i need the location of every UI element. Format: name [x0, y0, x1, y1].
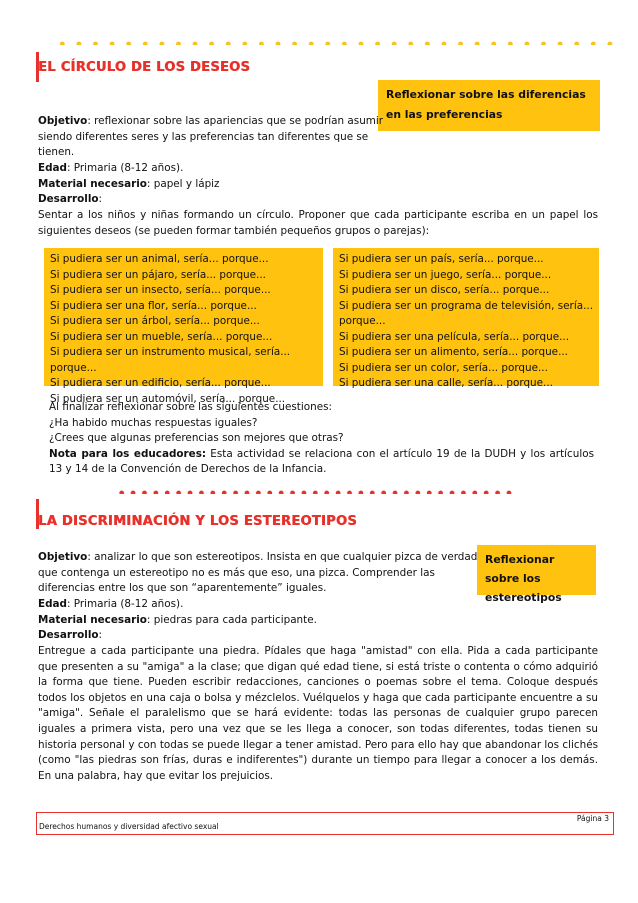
section2-title: LA DISCRIMINACIÓN Y LOS ESTEREOTIPOS [38, 514, 357, 529]
wish-right-item: Si pudiera ser un color, sería... porque... [339, 361, 548, 374]
wish-left-item: Si pudiera ser un edificio, sería... porque... [50, 377, 271, 389]
edad-label: Edad [38, 162, 67, 174]
section1-final [49, 400, 594, 478]
desarrollo-label: Desarrollo [38, 193, 99, 206]
material-label: Material necesario [38, 177, 147, 190]
wish-right-item: Si pudiera ser un alimento, sería... porque... [339, 346, 568, 358]
wish-left-item: Si pudiera ser un pájaro, sería... porque... [50, 268, 266, 281]
wish-right-item: Si pudiera ser una película, sería... porque... [339, 330, 569, 343]
wishes-list-right [333, 248, 599, 389]
edad-text: : Primaria (8-12 años). [67, 162, 184, 174]
footer-left-text: Derechos humanos y diversidad afectivo sexual [39, 822, 219, 831]
objetivo-line2: siendo diferentes seres y las preferencias tan diferentes que se [38, 130, 369, 143]
wish-right-item: Si pudiera ser un juego, sería... porque... [339, 268, 552, 281]
wish-left-item: Si pudiera ser un animal, sería... porque... [50, 253, 269, 265]
desarrollo2-label: Desarrollo [38, 629, 99, 642]
material2-text: : piedras para cada participante. [146, 613, 317, 626]
wishes-list-right-items [339, 252, 593, 392]
wish-right-item: Si pudiera ser un disco, sería... porque... [339, 284, 550, 296]
nota-educadores [49, 447, 594, 478]
wish-right-item: Si pudiera ser un programa de televisión, sería... porque... [339, 299, 593, 327]
objetivo2-line1: : analizar lo que son estereotipos. Insista en que cualquier pizca de verdad [87, 551, 478, 563]
wish-right-item: Si pudiera ser una calle, sería... porque... [339, 377, 553, 389]
objetivo2-label: Objetivo [38, 551, 88, 563]
wishes-list-left [44, 248, 323, 405]
desarrollo-colon: : [98, 193, 103, 206]
objetivo-label: Objetivo [38, 115, 88, 127]
page-number: Página 3 [576, 814, 609, 823]
middle-dotted-border [116, 490, 518, 494]
nota-label: Nota para los educadores: [49, 447, 207, 460]
wish-left-item: Si pudiera ser un instrumento musical, sería... porque... [50, 346, 291, 374]
section1-desarrollo-text: Sentar a los niños y niñas formando un círculo. Proponer que cada participante escriba en un papel los siguientes deseos (se pueden formar también pequeños grupos o parejas): [38, 209, 598, 237]
desarrollo2-colon: : [98, 629, 103, 642]
wish-left-item: Si pudiera ser una flor, sería... porque... [50, 299, 257, 312]
edad2-text: : Primaria (8-12 años). [67, 598, 184, 610]
section2-meta [38, 597, 598, 644]
objetivo-line1: : reflexionar sobre las apariencias que se podrían asumir [87, 115, 384, 127]
final-questions [49, 400, 594, 447]
wishes-list-left-items [50, 252, 317, 407]
section2-desarrollo-text: Entregue a cada participante una piedra. Pídales que haga "amistad" con ella. Pida a cada participante que presenten a su "amiga" a la clase; que digan qué edad tiene, si está triste o contenta o cómo adquirió la forma que tiene. Pueden escribir redacciones, canciones o poemas sobre el tema. Coloque después todos los objetos en una caja o bolsa y mézclelos. Vuélquelos y haga que cada participante encuentre a su "amiga". Señale el paralelismo que se hará evidente: todas las personas de cualquier grupo parecen iguales a primera vista, pero una vez que se les llega a conocer, son todas diferentes, todas tienen su historia personal y con todas se puede llegar a tener amistad. Pero para ello hay que abandonar los clichés (como "las piedras son frías, duras e indiferentes") durante un tiempo para llegar a conocer a los demás. En una palabra, hay que evitar los prejuicios. [38, 645, 598, 782]
wish-left-item: Si pudiera ser un insecto, sería... porque... [50, 284, 271, 296]
nota-text: Esta actividad se relaciona con el artículo 19 de la DUDH y los artículos 13 y 14 de la Convención de Derechos de la Infancia. [49, 447, 594, 476]
section1-objetivo [38, 114, 384, 161]
objetivo-line3: tienen. [38, 146, 75, 159]
material2-label: Material necesario [38, 613, 147, 626]
objetivo2-line3: diferencias entre los que son “aparentemente” iguales. [38, 582, 327, 595]
final-question-item: Al finalizar reflexionar sobre las siguientes cuestiones: [49, 401, 332, 413]
final-question-item: ¿Ha habido muchas respuestas iguales? [49, 416, 258, 429]
wish-left-item: Si pudiera ser un árbol, sería... porque... [50, 315, 260, 327]
edad2-label: Edad [38, 598, 67, 610]
objetivo2-line2: que contenga un estereotipo no es más que eso, una pizca. Comprender las [38, 566, 435, 579]
section1-reflect-tag: Reflexionar sobre las diferencias en las preferencias [378, 80, 600, 131]
wish-right-item: Si pudiera ser un país, sería... porque... [339, 253, 544, 265]
top-dotted-border [54, 41, 616, 45]
section1-meta [38, 161, 598, 208]
material-text: : papel y lápiz [146, 177, 220, 190]
section2-objetivo [38, 550, 478, 597]
wish-left-item: Si pudiera ser un automóvil, sería... porque... [50, 392, 286, 405]
wish-left-item: Si pudiera ser un mueble, sería... porque... [50, 330, 273, 343]
section2-reflect-tag: Reflexionar sobre los estereotipos [477, 545, 596, 595]
final-question-item: ¿Crees que algunas preferencias son mejores que otras? [49, 432, 344, 445]
section1-title: EL CÍRCULO DE LOS DESEOS [38, 60, 251, 75]
footer [36, 813, 614, 835]
